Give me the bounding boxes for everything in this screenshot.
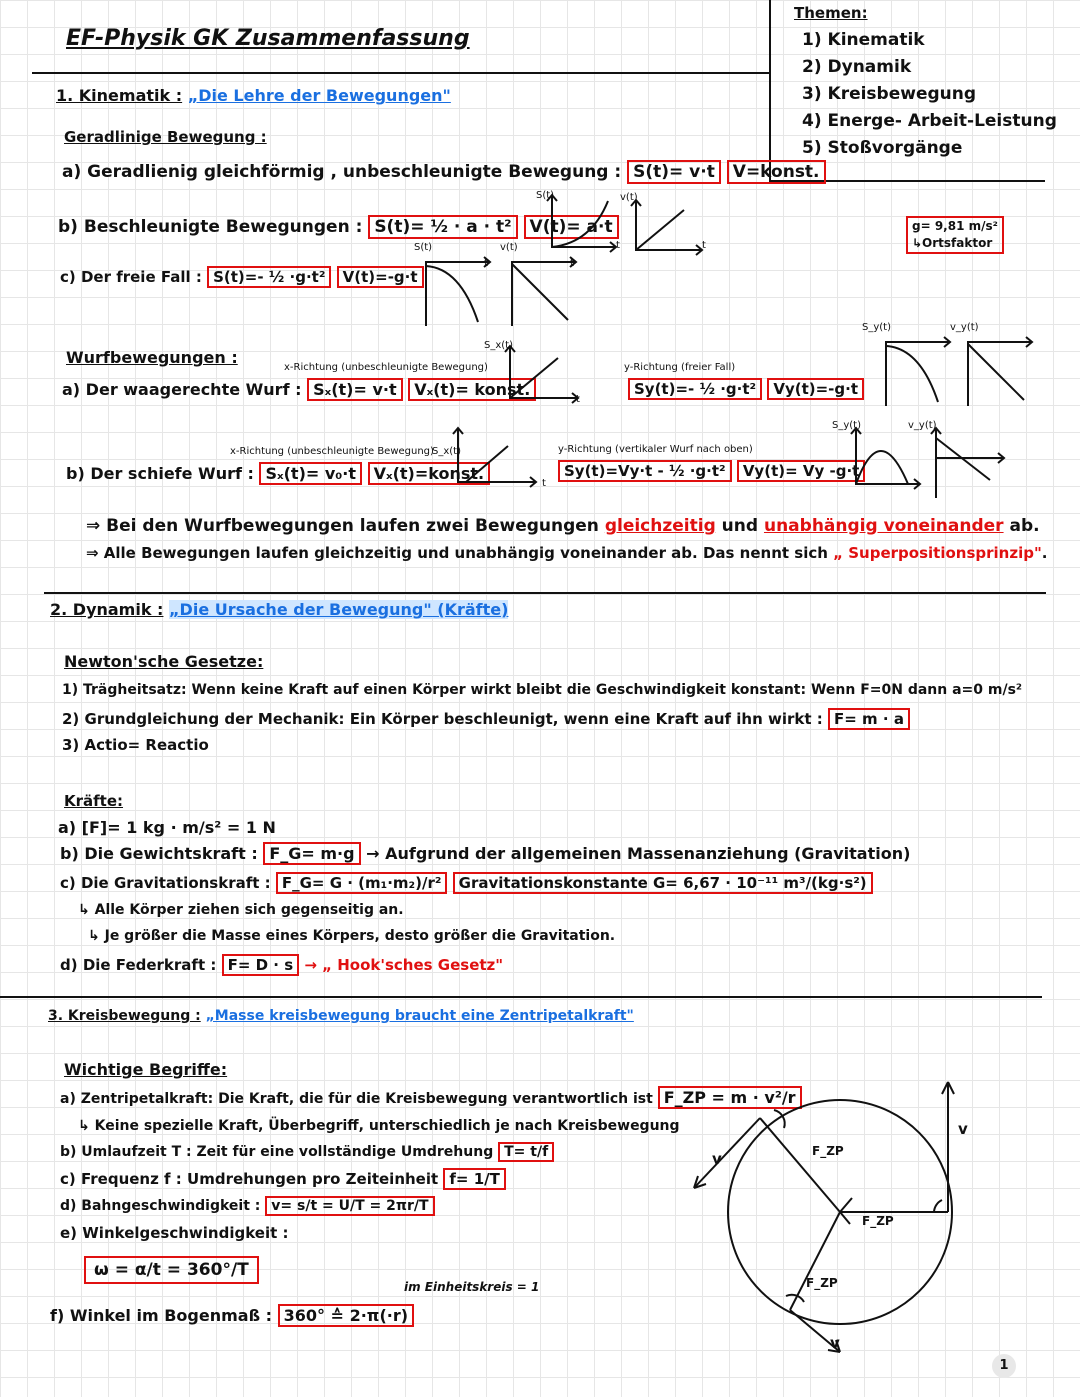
kreis-f-note: im Einheitskreis = 1 (404, 1280, 540, 1294)
kinematik-c-formula-v: V(t)=-g·t (337, 266, 424, 288)
kinematik-heading: 1. Kinematik : (56, 86, 183, 105)
newton-law-2-row (62, 708, 910, 730)
wurf-note-1-text: ⇒ Bei den Wurfbewegungen laufen zwei Bewegungen (86, 516, 599, 536)
wurf-a-formula-vx: Vₓ(t)= konst. (408, 378, 536, 401)
wurf-note-2 (86, 544, 1047, 562)
graph-label-st: S(t) (414, 242, 433, 253)
wurf-note-1-mid: und (721, 516, 759, 536)
kinematik-b-formula-v: V(t)= a·t (524, 215, 619, 239)
graph-label-vy: v_y(t) (950, 322, 979, 333)
theme-item: 2) Dynamik (802, 57, 912, 77)
wurf-b-y-note: y-Richtung (vertikaler Wurf nach oben) (558, 444, 753, 455)
kinematik-c-row (60, 266, 424, 288)
wurf-note-2-red: „ Superpositionsprinzip" (833, 544, 1042, 562)
kraefte-d-label: d) Die Federkraft : (60, 956, 217, 974)
wurf-heading: Wurfbewegungen : (66, 348, 238, 367)
kreis-subtitle: „Masse kreisbewegung braucht eine Zentripetalkraft" (205, 1008, 634, 1024)
dynamik-subtitle: „Die Ursache der Bewegung" (Kräfte) (169, 600, 509, 619)
graph-label-vt: v(t) (620, 192, 638, 203)
graph-label-t: t (484, 258, 488, 269)
kraefte-a: a) [F]= 1 kg · m/s² = 1 N (58, 818, 276, 837)
kreis-e-formula: ω = α/t = 360°/T (84, 1256, 259, 1284)
dynamik-heading: 2. Dynamik : (50, 600, 164, 619)
graph-label-t: t (702, 240, 706, 251)
kreis-d-label: d) Bahngeschwindigkeit : (60, 1198, 261, 1214)
kinematik-c-formula-s: S(t)=- ½ ·g·t² (207, 266, 331, 288)
kraefte-d-row (60, 954, 503, 976)
wurf-a-y-note: y-Richtung (freier Fall) (624, 362, 736, 373)
wurf-b-formula-vy: Vy(t)= Vy -g·t (737, 460, 866, 482)
kraefte-c-note-1: ↳ Alle Körper ziehen sich gegenseitig an. (78, 902, 404, 918)
newton-law-2: 2) Grundgleichung der Mechanik: Ein Körper beschleunigt, wenn eine Kraft auf ihn wirkt : (62, 710, 823, 728)
newton-law-2-formula: F= m · a (828, 708, 910, 730)
wurf-a-row (62, 378, 536, 401)
kraefte-b-label: b) Die Gewichtskraft : (60, 844, 258, 863)
graph-label-st: S(t) (536, 190, 555, 201)
circular-motion-diagram (690, 1070, 990, 1360)
section-kinematik-heading (56, 86, 451, 105)
kinematik-subtitle: „Die Lehre der Bewegungen" (187, 86, 451, 105)
theme-item: 3) Kreisbewegung (802, 84, 977, 104)
newton-heading: Newton'sche Gesetze: (64, 652, 264, 671)
wurf-a-y-row (628, 378, 864, 400)
gravity-value: g= 9,81 m/s² (912, 219, 998, 233)
graph-label-vt: v(t) (500, 242, 518, 253)
wurf-b-formula-sy: Sy(t)=Vy·t - ½ ·g·t² (558, 460, 732, 482)
velocity-label: v (830, 1334, 840, 1352)
section-kreis-heading (48, 1008, 634, 1024)
theme-item: 5) Stoßvorgänge (802, 138, 963, 158)
graph-v-accelerated (630, 200, 710, 256)
gravity-caption: ↳Ortsfaktor (912, 236, 993, 250)
kreis-f-row (50, 1304, 414, 1327)
wurf-b-y-row (558, 460, 865, 482)
kinematik-b-label: b) Beschleunigte Bewegungen : (58, 217, 363, 237)
section-divider (0, 996, 1042, 998)
kreis-d-formula: v= s/t = U/T = 2πr/T (265, 1196, 434, 1216)
gravity-note (906, 216, 1004, 254)
wurf-b-x-note: x-Richtung (unbeschleunigte Bewegung) (230, 446, 434, 457)
kreis-heading: 3. Kreisbewegung : (48, 1008, 201, 1024)
kreis-d-row (60, 1196, 435, 1216)
kreis-c-label: c) Frequenz f : Umdrehungen pro Zeiteinheit (60, 1170, 439, 1188)
kinematik-b-row (58, 215, 619, 239)
wurf-a-label: a) Der waagerechte Wurf : (62, 380, 302, 399)
graph-vy-oblique (930, 428, 1010, 498)
kraefte-c-row (60, 872, 873, 894)
graph-label-sy: S_y(t) (832, 420, 861, 431)
geradlinig-heading: Geradlinige Bewegung : (64, 128, 267, 146)
themes-border (769, 0, 771, 182)
section-divider (44, 592, 1046, 594)
newton-law-1: 1) Trägheitsatz: Wenn keine Kraft auf einen Körper wirkt bleibt die Geschwindigkeit konstant: Wenn F=0N dann a=0 m/s² (62, 682, 1023, 698)
velocity-label: v (958, 1120, 968, 1138)
newton-law-3: 3) Actio= Reactio (62, 736, 209, 754)
graph-label-sx: S_x(t) (432, 446, 461, 457)
title-divider (32, 72, 770, 74)
kraefte-b-formula: F_G= m·g (263, 842, 360, 865)
theme-item: 1) Kinematik (802, 30, 925, 50)
graph-label-t: t (576, 394, 580, 405)
kreis-a-label: a) Zentripetalkraft: Die Kraft, die für die Kreisbewegung verantwortlich ist (60, 1091, 653, 1107)
graph-label-t: t (570, 258, 574, 269)
begriffe-heading: Wichtige Begriffe: (64, 1060, 228, 1079)
velocity-label: v (712, 1150, 722, 1168)
kinematik-a-label: a) Geradlienig gleichförmig , unbeschleunigte Bewegung : (62, 162, 622, 182)
kinematik-a-row (62, 160, 826, 184)
graph-sx-oblique (452, 428, 542, 488)
page-title: EF-Physik GK Zusammenfassung (66, 26, 470, 51)
graph-s-accelerated (546, 195, 626, 255)
wurf-a-formula-vy: Vy(t)=-g·t (767, 378, 864, 400)
wurf-note-1-end: ab. (1009, 516, 1040, 536)
kraefte-b-row (60, 842, 910, 865)
wurf-a-x-note: x-Richtung (unbeschleunigte Bewegung) (284, 362, 488, 373)
wurf-b-label: b) Der schiefe Wurf : (66, 464, 254, 483)
kraefte-b-note: → Aufgrund der allgemeinen Massenanziehung (Gravitation) (366, 844, 911, 863)
kraefte-d-formula: F= D · s (222, 954, 300, 976)
wurf-note-2-end: . (1041, 544, 1048, 562)
graph-label-vy: v_y(t) (908, 420, 937, 431)
fzp-label: F_ZP (862, 1214, 894, 1228)
fzp-label: F_ZP (812, 1144, 844, 1158)
kreis-f-formula: 360° ≙ 2·π(·r) (278, 1304, 414, 1327)
kreis-b-row (60, 1142, 554, 1162)
wurf-b-formula-vx: Vₓ(t)=konst. (368, 462, 491, 485)
kraefte-c-formula: F_G= G · (m₁·m₂)/r² (276, 872, 448, 894)
theme-item: 4) Energe- Arbeit-Leistung (802, 111, 1057, 131)
graph-label-sx: S_x(t) (484, 340, 513, 351)
kinematik-a-formula-v: V=konst. (727, 160, 826, 184)
graph-label-t: t (616, 240, 620, 251)
kraefte-c-label: c) Die Gravitationskraft : (60, 874, 271, 892)
wurf-note-1 (86, 516, 1040, 536)
wurf-b-row (66, 462, 490, 485)
kraefte-d-note: → „ Hook'sches Gesetz" (304, 956, 504, 974)
graph-vy-horizontal (962, 336, 1040, 406)
wurf-a-formula-sy: Sy(t)=- ½ ·g·t² (628, 378, 762, 400)
kinematik-b-formula-s: S(t)= ½ · a · t² (368, 215, 517, 239)
wurf-note-1-red-1: gleichzeitig (604, 516, 716, 536)
kreis-b-formula: T= t/f (498, 1142, 554, 1162)
graph-sy-horizontal (880, 336, 958, 406)
wurf-b-formula-sx: Sₓ(t)= v₀·t (259, 462, 362, 485)
page-number: 1 (992, 1354, 1016, 1378)
wurf-note-2-text: ⇒ Alle Bewegungen laufen gleichzeitig und unabhängig voneinander ab. Das nennt sich (86, 544, 828, 562)
wurf-note-1-red-2: unabhängig voneinander (763, 516, 1004, 536)
kraefte-c-constant: Gravitationskonstante G= 6,67 · 10⁻¹¹ m³/(kg·s²) (453, 872, 873, 894)
section-dynamik-heading (50, 600, 508, 619)
graph-sy-oblique (850, 428, 930, 490)
themes-header: Themen: (794, 4, 868, 22)
kraefte-c-note-2: ↳ Je größer die Masse eines Körpers, desto größer die Gravitation. (88, 928, 616, 944)
kreis-e-label: e) Winkelgeschwindigkeit : (60, 1224, 289, 1242)
kreis-a-note: ↳ Keine spezielle Kraft, Überbegriff, unterschiedlich je nach Kreisbewegung (78, 1118, 680, 1134)
kreis-a-formula: F_ZP = m · v²/r (658, 1086, 802, 1109)
kinematik-a-formula-s: S(t)= v·t (627, 160, 721, 184)
kinematik-c-label: c) Der freie Fall : (60, 268, 202, 286)
kreis-c-row (60, 1168, 506, 1190)
kreis-c-formula: f= 1/T (443, 1168, 505, 1190)
kreis-b-label: b) Umlaufzeit T : Zeit für eine vollständige Umdrehung (60, 1144, 494, 1160)
fzp-label: F_ZP (806, 1276, 838, 1290)
graph-label-sy: S_y(t) (862, 322, 891, 333)
graph-sx-horizontal (504, 346, 584, 406)
wurf-a-formula-sx: Sₓ(t)= v·t (307, 378, 403, 401)
kreis-f-label: f) Winkel im Bogenmaß : (50, 1306, 273, 1325)
graph-label-t: t (542, 478, 546, 489)
kraefte-heading: Kräfte: (64, 792, 124, 810)
